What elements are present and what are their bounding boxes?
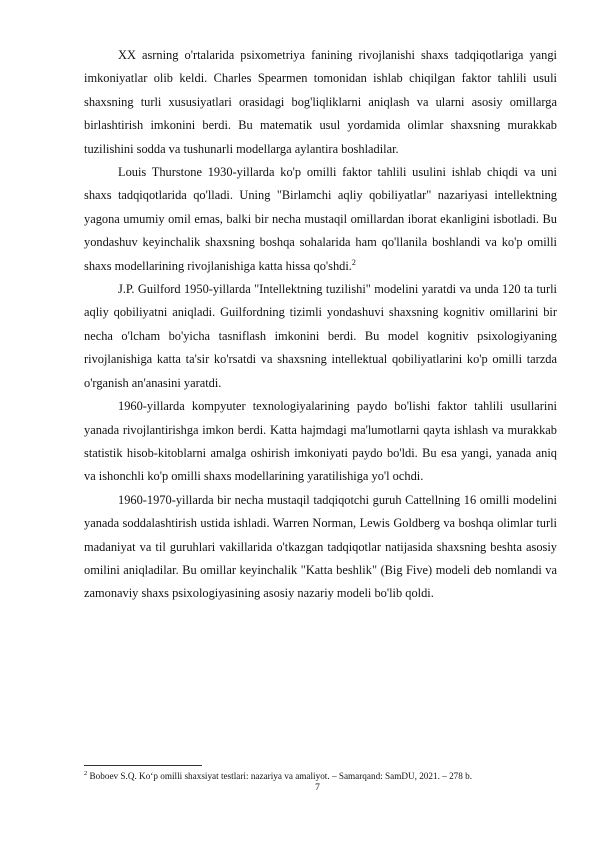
paragraph-5-text: 1960-1970-yillarda bir necha mustaqil tadqiqotchi guruh Cattellning 16 omilli modelini yanada soddalashtirish ustida ishladi. Warren Norman, Lewis Goldberg va boshqa olimlar turli madaniyat va til guruhlari vakillarida o'tkazgan tadqiqotlar natijasida shaxsning beshta asosiy omilini aniqladilar. Bu omillar keyinchalik "Katta beshlik" (Big Five) modeli deb nomlandi va zamonaviy shaxs psixologiyasining asosiy nazariy modeli bo'lib qoldi. — [84, 492, 557, 601]
paragraph-1-text: XX asrning o'rtalarida psixometriya fanining rivojlanishi shaxs tadqiqotlariga yangi imkoniyatlar olib keldi. Charles Spearmen tomonidan ishlab chiqilgan faktor tahlili usuli shaxsning turli xususiyatlari orasidagi bog'liqliklarni aniqlash va ularni asosiy omillarga birlashtirish imkonini berdi. Bu matematik usul yordamida olimlar shaxsning murakkab tuzilishini sodda va tushunarli modellarga aylantira boshladilar. — [84, 48, 557, 156]
footnote-separator — [84, 765, 202, 766]
paragraph-4 — [84, 395, 557, 489]
footnote — [84, 770, 564, 782]
body-text — [84, 44, 557, 606]
page-number: 7 — [315, 783, 320, 793]
paragraph-4-text: 1960-yillarda kompyuter texnologiyalarining paydo bo'lishi faktor tahlili usullarini yanada rivojlantirishga imkon berdi. Katta hajmdagi ma'lumotlarni qayta ishlash va murakkab statistik hisob-kitoblarni amalga oshirish imkoniyati paydo bo'ldi. Bu esa yangi, yanada aniq va ishonchli ko'p omilli shaxs modellarining yaratilishiga yo'l ochdi. — [84, 399, 557, 484]
footnote-reference[interactable]: 2 — [351, 257, 356, 267]
paragraph-3-text: J.P. Guilford 1950-yillarda "Intellektning tuzilishi" modelini yaratdi va unda 120 ta turli aqliy qobiliyatni aniqladi. Guilfordning tizimli yondashuvi shaxsning kognitiv omillarini bir necha o'lcham bo'yicha tasniflash imkonini berdi. Bu model kognitiv psixologiyaning rivojlanishiga katta ta'sir ko'rsatdi va shaxsning intellektual qobiliyatlarini ko'p omilli tarzda o'rganish an'anasini yaratdi. — [84, 282, 557, 390]
paragraph-1 — [84, 44, 557, 161]
paragraph-5 — [84, 489, 557, 606]
footnote-text: Boboev S.Q. Ko‘p omilli shaxsiyat testlari: nazariya va amaliyot. – Samarqand: SamDU, 2021. – 278 b. — [89, 771, 473, 781]
paragraph-2 — [84, 161, 557, 278]
paragraph-2-text: Louis Thurstone 1930-yillarda ko'p omilli faktor tahlili usulini ishlab chiqdi va uni shaxs tadqiqotlarida qo'lladi. Uning "Birlamchi aqliy qobiliyatlar" nazariyasi intellektning yagona umumiy omil emas, balki bir necha mustaqil omillardan iborat ekanligini isbotladi. Bu yondashuv keyinchalik shaxsning boshqa sohalarida ham qo'llanila boshlandi va ko'p omilli shaxs modellarining rivojlanishiga katta hissa qo'shdi. — [84, 165, 557, 273]
paragraph-3 — [84, 278, 557, 395]
footnote-marker: 2 — [84, 769, 88, 777]
